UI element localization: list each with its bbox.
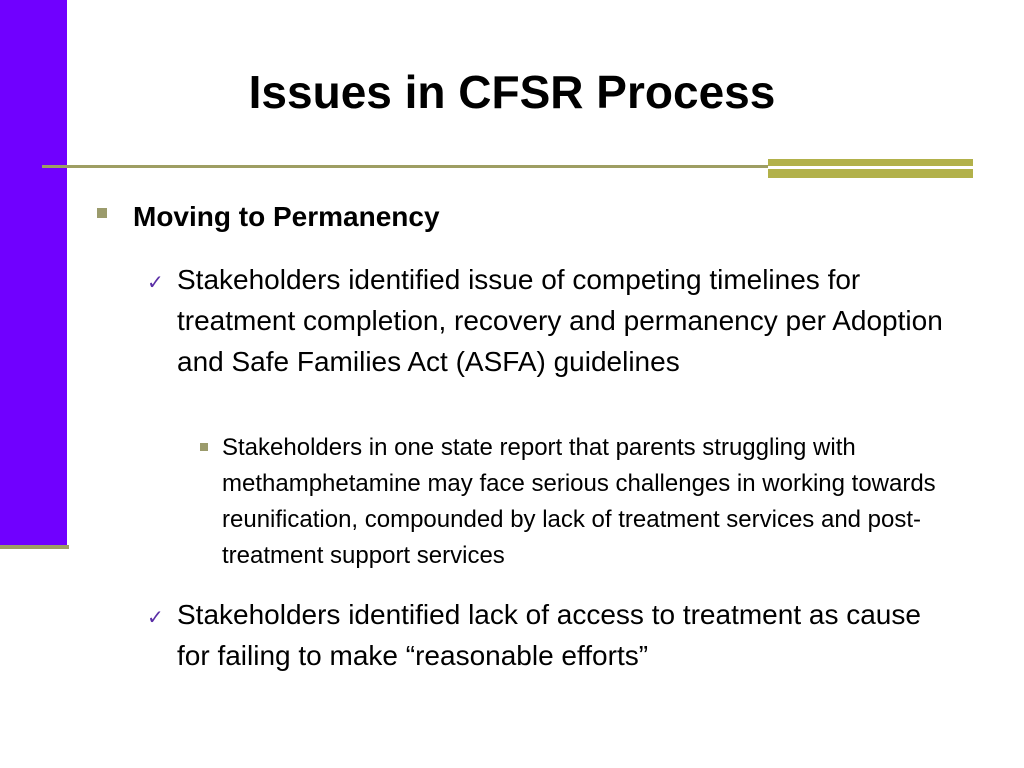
square-bullet-icon xyxy=(200,443,208,451)
title-divider-line xyxy=(42,165,772,168)
point-1-text: Stakeholders identified issue of competing timelines for treatment completion, recovery and permanency per Adoption and Safe Families Act (ASFA) guidelines xyxy=(177,264,943,377)
left-accent-bar-edge xyxy=(0,545,69,549)
square-bullet-icon xyxy=(97,208,107,218)
point-2-text: Stakeholders identified lack of access to treatment as cause for failing to make “reasonable efforts” xyxy=(177,599,921,671)
checkmark-icon: ✓ xyxy=(147,607,164,629)
point-1-subpoint: Stakeholders in one state report that parents struggling with methamphetamine may face serious challenges in working towards reunification, compounded by lack of treatment services and post-treatment support services xyxy=(222,434,936,569)
section-heading: Moving to Permanency xyxy=(133,201,440,232)
checkmark-icon: ✓ xyxy=(147,272,164,294)
title-divider-accent xyxy=(768,159,973,178)
slide-title: Issues in CFSR Process xyxy=(248,66,776,118)
